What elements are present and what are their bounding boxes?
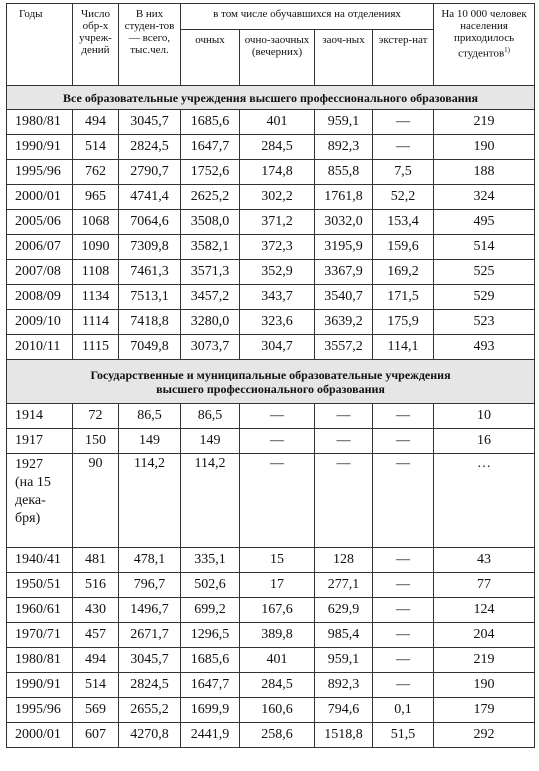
cell-total: 4270,8: [119, 723, 181, 748]
cell-day: 502,6: [181, 573, 240, 598]
cell-day: 3571,3: [181, 260, 240, 285]
table-row: [7, 160, 535, 185]
table-row: [7, 310, 535, 335]
cell-corr: 277,1: [315, 573, 373, 598]
cell-per: 292: [434, 723, 535, 748]
cell-per: 529: [434, 285, 535, 310]
cell-year: 1914: [7, 404, 73, 429]
cell-inst: 1090: [73, 235, 119, 260]
cell-per: 219: [434, 110, 535, 135]
cell-ext: 153,4: [373, 210, 434, 235]
cell-inst: 965: [73, 185, 119, 210]
cell-ext: —: [373, 673, 434, 698]
cell-total: 3045,7: [119, 110, 181, 135]
cell-evening: 17: [240, 573, 315, 598]
cell-evening: —: [240, 454, 315, 548]
cell-day: 1647,7: [181, 135, 240, 160]
cell-total: 3045,7: [119, 648, 181, 673]
cell-year: 1970/71: [7, 623, 73, 648]
cell-corr: 1518,8: [315, 723, 373, 748]
cell-ext: —: [373, 598, 434, 623]
header-study-forms-group: в том числе обучавшихся на отделениях: [181, 4, 434, 30]
cell-year: 1995/96: [7, 160, 73, 185]
cell-evening: —: [240, 404, 315, 429]
header-correspondence: заоч-ных: [315, 30, 373, 86]
table-row: [7, 210, 535, 235]
cell-ext: —: [373, 135, 434, 160]
cell-corr: —: [315, 454, 373, 548]
cell-inst: 150: [73, 429, 119, 454]
cell-evening: 343,7: [240, 285, 315, 310]
cell-corr: —: [315, 429, 373, 454]
table-row: [7, 285, 535, 310]
cell-evening: 371,2: [240, 210, 315, 235]
header-institutions: Число обр-х учреж-дений: [73, 4, 119, 86]
header-years: Годы: [7, 4, 73, 86]
cell-total: 86,5: [119, 404, 181, 429]
cell-inst: 1068: [73, 210, 119, 235]
cell-evening: —: [240, 429, 315, 454]
table-row: [7, 260, 535, 285]
cell-per: 190: [434, 135, 535, 160]
table-row: [7, 185, 535, 210]
cell-ext: —: [373, 110, 434, 135]
cell-year: 2000/01: [7, 185, 73, 210]
cell-year: 2009/10: [7, 310, 73, 335]
cell-year: 1917: [7, 429, 73, 454]
cell-inst: 762: [73, 160, 119, 185]
cell-per: 324: [434, 185, 535, 210]
cell-total: 796,7: [119, 573, 181, 598]
cell-total: 7418,8: [119, 310, 181, 335]
cell-day: 1752,6: [181, 160, 240, 185]
cell-day: 3073,7: [181, 335, 240, 360]
cell-ext: 175,9: [373, 310, 434, 335]
table-row: [7, 698, 535, 723]
cell-ext: 7,5: [373, 160, 434, 185]
cell-evening: 302,2: [240, 185, 315, 210]
cell-total: 2790,7: [119, 160, 181, 185]
cell-corr: 1761,8: [315, 185, 373, 210]
cell-inst: 1114: [73, 310, 119, 335]
table-row: [7, 598, 535, 623]
cell-inst: 1115: [73, 335, 119, 360]
cell-year: 1995/96: [7, 698, 73, 723]
table-row: [7, 429, 535, 454]
cell-year: 2006/07: [7, 235, 73, 260]
cell-ext: 114,1: [373, 335, 434, 360]
table-row: [7, 454, 535, 548]
cell-corr: 128: [315, 548, 373, 573]
cell-year: 1980/81: [7, 648, 73, 673]
cell-inst: 494: [73, 110, 119, 135]
cell-inst: 1108: [73, 260, 119, 285]
cell-total: 114,2: [119, 454, 181, 548]
cell-per: 43: [434, 548, 535, 573]
cell-per: 16: [434, 429, 535, 454]
section-state-municipal-title: Государственные и муниципальные образовательные учреждения высшего профессионального образования: [7, 360, 535, 404]
cell-corr: 959,1: [315, 110, 373, 135]
cell-ext: 171,5: [373, 285, 434, 310]
table-row: [7, 648, 535, 673]
table-row: [7, 573, 535, 598]
cell-corr: 855,8: [315, 160, 373, 185]
cell-year: 2000/01: [7, 723, 73, 748]
cell-year: 1960/61: [7, 598, 73, 623]
header-day: очных: [181, 30, 240, 86]
cell-total: 7064,6: [119, 210, 181, 235]
cell-per: 523: [434, 310, 535, 335]
cell-year: 2010/11: [7, 335, 73, 360]
cell-ext: 0,1: [373, 698, 434, 723]
cell-inst: 514: [73, 673, 119, 698]
cell-evening: 167,6: [240, 598, 315, 623]
table-row: [7, 673, 535, 698]
cell-per: 219: [434, 648, 535, 673]
cell-per: 77: [434, 573, 535, 598]
cell-corr: 959,1: [315, 648, 373, 673]
cell-per: 188: [434, 160, 535, 185]
cell-per: 10: [434, 404, 535, 429]
cell-evening: 389,8: [240, 623, 315, 648]
cell-inst: 607: [73, 723, 119, 748]
cell-per: 190: [434, 673, 535, 698]
cell-total: 478,1: [119, 548, 181, 573]
table-row: [7, 623, 535, 648]
cell-corr: 985,4: [315, 623, 373, 648]
cell-day: 1647,7: [181, 673, 240, 698]
cell-total: 2824,5: [119, 135, 181, 160]
cell-inst: 1134: [73, 285, 119, 310]
cell-ext: —: [373, 404, 434, 429]
header-students-total: В них студен-тов — всего, тыс.чел.: [119, 4, 181, 86]
cell-day: 335,1: [181, 548, 240, 573]
cell-evening: 284,5: [240, 135, 315, 160]
cell-total: 1496,7: [119, 598, 181, 623]
cell-ext: 52,2: [373, 185, 434, 210]
cell-corr: 892,3: [315, 135, 373, 160]
cell-total: 7309,8: [119, 235, 181, 260]
cell-day: 1685,6: [181, 648, 240, 673]
cell-inst: 72: [73, 404, 119, 429]
cell-inst: 90: [73, 454, 119, 548]
cell-day: 149: [181, 429, 240, 454]
cell-total: 2655,2: [119, 698, 181, 723]
cell-corr: 3540,7: [315, 285, 373, 310]
cell-corr: 3367,9: [315, 260, 373, 285]
cell-evening: 174,8: [240, 160, 315, 185]
cell-evening: 323,6: [240, 310, 315, 335]
cell-per: 204: [434, 623, 535, 648]
cell-ext: —: [373, 548, 434, 573]
cell-evening: 372,3: [240, 235, 315, 260]
cell-evening: 284,5: [240, 673, 315, 698]
cell-total: 7461,3: [119, 260, 181, 285]
cell-year: 1990/91: [7, 673, 73, 698]
cell-inst: 494: [73, 648, 119, 673]
cell-day: 1699,9: [181, 698, 240, 723]
cell-day: 3280,0: [181, 310, 240, 335]
cell-ext: —: [373, 623, 434, 648]
cell-per: 124: [434, 598, 535, 623]
table-row: [7, 135, 535, 160]
cell-corr: 3557,2: [315, 335, 373, 360]
cell-year: 1927 (на 15 дека-бря): [7, 454, 73, 548]
cell-ext: 51,5: [373, 723, 434, 748]
table-row: [7, 548, 535, 573]
cell-total: 4741,4: [119, 185, 181, 210]
cell-per: 514: [434, 235, 535, 260]
cell-evening: 352,9: [240, 260, 315, 285]
cell-per: 495: [434, 210, 535, 235]
cell-day: 1296,5: [181, 623, 240, 648]
cell-inst: 569: [73, 698, 119, 723]
cell-year: 1980/81: [7, 110, 73, 135]
cell-ext: 159,6: [373, 235, 434, 260]
cell-evening: 304,7: [240, 335, 315, 360]
cell-inst: 457: [73, 623, 119, 648]
cell-per: …: [434, 454, 535, 548]
cell-year: 2005/06: [7, 210, 73, 235]
header-evening: очно-заочных (вечерних): [240, 30, 315, 86]
cell-day: 2441,9: [181, 723, 240, 748]
table-row: [7, 235, 535, 260]
header-external: экстер-нат: [373, 30, 434, 86]
cell-day: 2625,2: [181, 185, 240, 210]
cell-evening: 160,6: [240, 698, 315, 723]
cell-inst: 514: [73, 135, 119, 160]
cell-ext: —: [373, 648, 434, 673]
cell-ext: —: [373, 429, 434, 454]
cell-per: 179: [434, 698, 535, 723]
cell-day: 1685,6: [181, 110, 240, 135]
cell-per: 525: [434, 260, 535, 285]
cell-inst: 481: [73, 548, 119, 573]
cell-day: 3508,0: [181, 210, 240, 235]
cell-evening: 401: [240, 648, 315, 673]
table-row: [7, 404, 535, 429]
cell-day: 3582,1: [181, 235, 240, 260]
cell-inst: 430: [73, 598, 119, 623]
cell-corr: 3639,2: [315, 310, 373, 335]
cell-corr: 3195,9: [315, 235, 373, 260]
cell-day: 3457,2: [181, 285, 240, 310]
cell-year: 1990/91: [7, 135, 73, 160]
cell-corr: 629,9: [315, 598, 373, 623]
cell-total: 2824,5: [119, 673, 181, 698]
cell-corr: —: [315, 404, 373, 429]
cell-corr: 892,3: [315, 673, 373, 698]
table-row: [7, 110, 535, 135]
cell-day: 86,5: [181, 404, 240, 429]
cell-total: 2671,7: [119, 623, 181, 648]
cell-year: 1950/51: [7, 573, 73, 598]
cell-day: 699,2: [181, 598, 240, 623]
cell-total: 7049,8: [119, 335, 181, 360]
table-row: [7, 335, 535, 360]
cell-ext: 169,2: [373, 260, 434, 285]
cell-year: 2008/09: [7, 285, 73, 310]
cell-ext: —: [373, 573, 434, 598]
cell-evening: 401: [240, 110, 315, 135]
cell-per: 493: [434, 335, 535, 360]
cell-evening: 15: [240, 548, 315, 573]
table-row: [7, 723, 535, 748]
cell-inst: 516: [73, 573, 119, 598]
cell-year: 2007/08: [7, 260, 73, 285]
cell-total: 7513,1: [119, 285, 181, 310]
cell-ext: —: [373, 454, 434, 548]
section-all-institutions-title: Все образовательные учреждения высшего профессионального образования: [7, 86, 535, 110]
cell-corr: 3032,0: [315, 210, 373, 235]
cell-corr: 794,6: [315, 698, 373, 723]
higher-education-table: [6, 3, 535, 748]
cell-evening: 258,6: [240, 723, 315, 748]
cell-year: 1940/41: [7, 548, 73, 573]
header-per-10000: На 10 000 человек населения приходилось студентов$^{1)}$: [434, 4, 535, 86]
cell-total: 149: [119, 429, 181, 454]
cell-day: 114,2: [181, 454, 240, 548]
